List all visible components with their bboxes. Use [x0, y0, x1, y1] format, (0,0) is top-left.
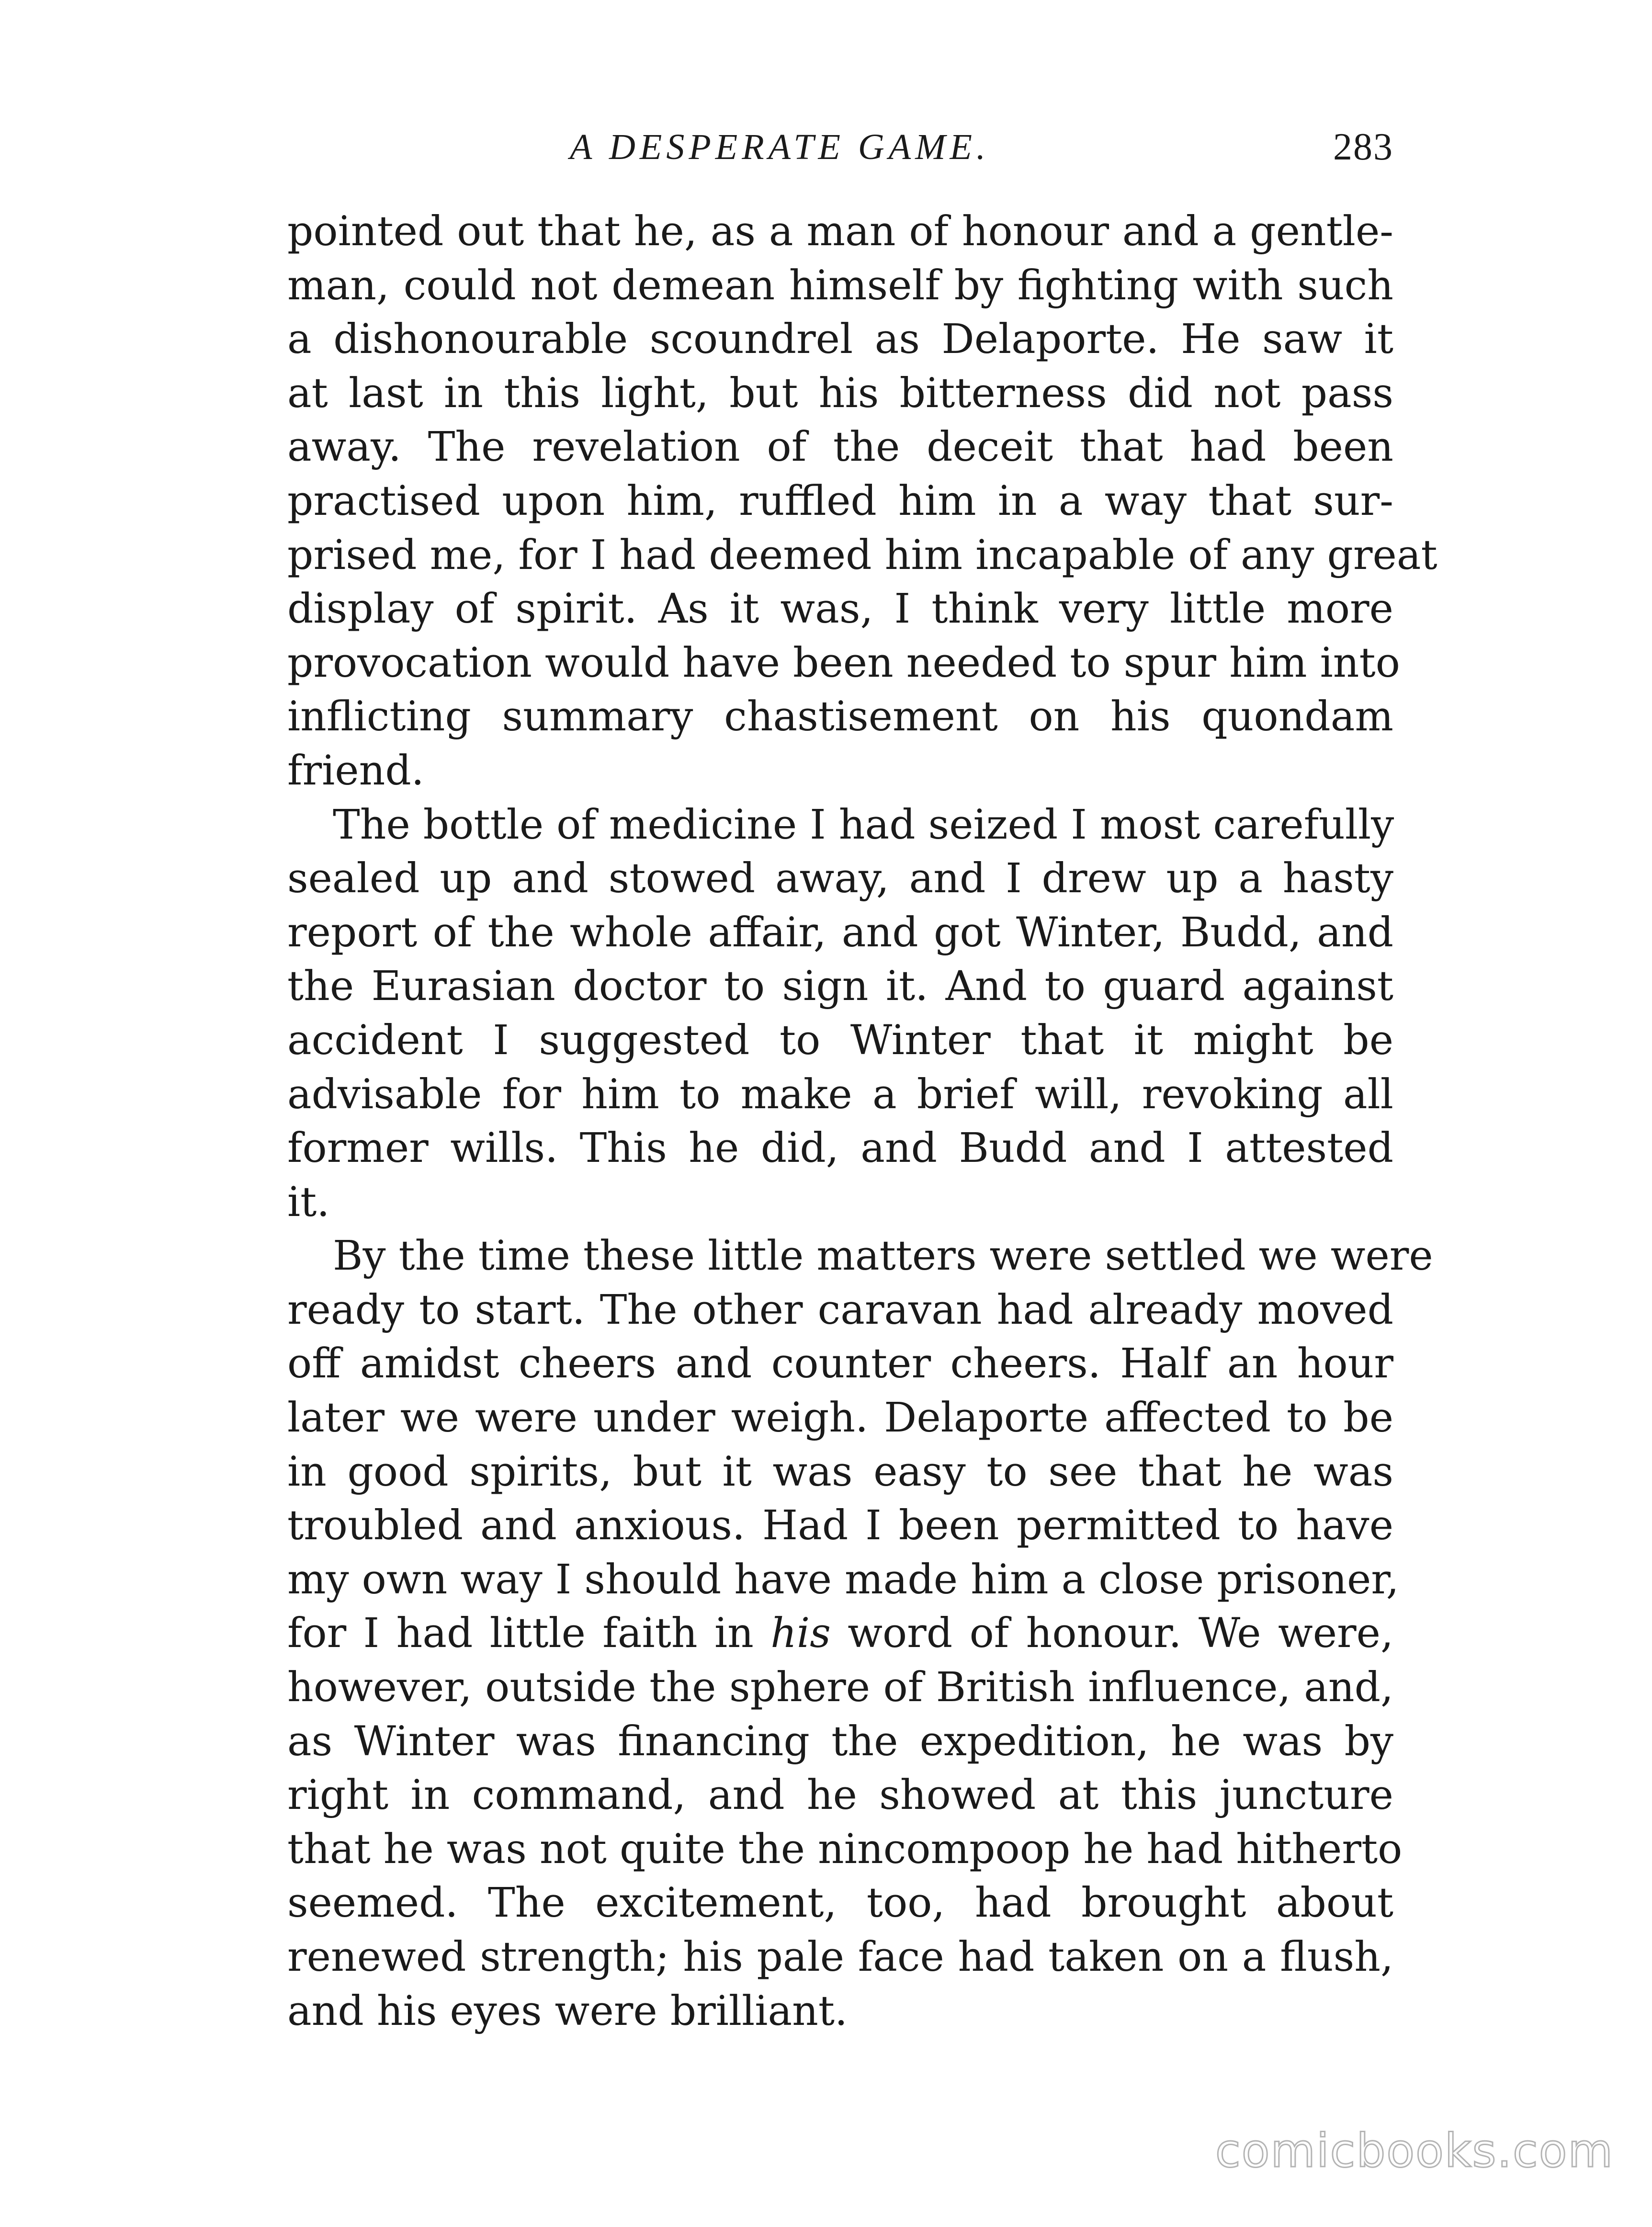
- text-line: my own way I should have made him a close prisoner,: [287, 1556, 1399, 1603]
- text-line: advisable for him to make a brief will, revoking all: [287, 1070, 1393, 1118]
- text-line: troubled and anxious. Had I been permitted to have: [287, 1502, 1393, 1550]
- text-line: later we were under weigh. Delaporte affected to be: [287, 1394, 1393, 1442]
- text-line: friend.: [287, 747, 424, 795]
- text-line: The bottle of medicine I had seized I most carefully: [333, 801, 1394, 849]
- text-line: however, outside the sphere of British influence, and,: [287, 1664, 1393, 1712]
- running-title: A DESPERATE GAME.: [570, 127, 990, 167]
- text-line: for I had little faith in his word of honour. We were,: [287, 1610, 1393, 1658]
- text-line: off amidst cheers and counter cheers. Half an hour: [287, 1340, 1393, 1388]
- text-line: away. The revelation of the deceit that had been: [287, 423, 1393, 471]
- text-line: ready to start. The other caravan had already moved: [287, 1286, 1393, 1334]
- text-line: accident I suggested to Winter that it might be: [287, 1016, 1393, 1064]
- page-header: [570, 121, 1393, 173]
- text-line: it.: [287, 1178, 330, 1226]
- watermark: comicbooks.com: [1215, 2124, 1614, 2178]
- text-line: practised upon him, ruffled him in a way that sur-: [287, 477, 1393, 525]
- text-line: pointed out that he, as a man of honour and a gentle-: [287, 208, 1393, 255]
- text-line: as Winter was financing the expedition, he was by: [287, 1717, 1393, 1765]
- text-line: a dishonourable scoundrel as Delaporte. He saw it: [287, 316, 1393, 364]
- text-line: seemed. The excitement, too, had brought about: [287, 1879, 1393, 1927]
- text-line: report of the whole affair, and got Winter, Budd, and: [287, 909, 1393, 956]
- emphasis-text: his: [770, 1610, 831, 1658]
- body-text: [287, 205, 1437, 2038]
- text-line: in good spirits, but it was easy to see that he was: [287, 1448, 1393, 1496]
- page-number: 283: [1333, 126, 1393, 168]
- text-line: and his eyes were brilliant.: [287, 1987, 848, 2035]
- text-line: sealed up and stowed away, and I drew up a hasty: [287, 855, 1393, 903]
- text-line: that he was not quite the nincompoop he had hitherto: [287, 1825, 1403, 1873]
- text-line: prised me, for I had deemed him incapable of any great: [287, 531, 1437, 579]
- text-line: By the time these little matters were settled we were: [333, 1232, 1433, 1280]
- text-line: at last in this light, but his bitterness did not pass: [287, 369, 1393, 417]
- text-line: the Eurasian doctor to sign it. And to guard against: [287, 963, 1393, 1011]
- text-line: man, could not demean himself by fighting with such: [287, 261, 1393, 309]
- text-line: right in command, and he showed at this juncture: [287, 1772, 1393, 1819]
- text-line: inflicting summary chastisement on his quondam: [287, 693, 1393, 741]
- text-line: display of spirit. As it was, I think very little more: [287, 585, 1393, 633]
- text-line: provocation would have been needed to spur him into: [287, 639, 1400, 687]
- text-line: former wills. This he did, and Budd and I attested: [287, 1125, 1393, 1172]
- text-line: renewed strength; his pale face had taken on a flush,: [287, 1933, 1393, 1981]
